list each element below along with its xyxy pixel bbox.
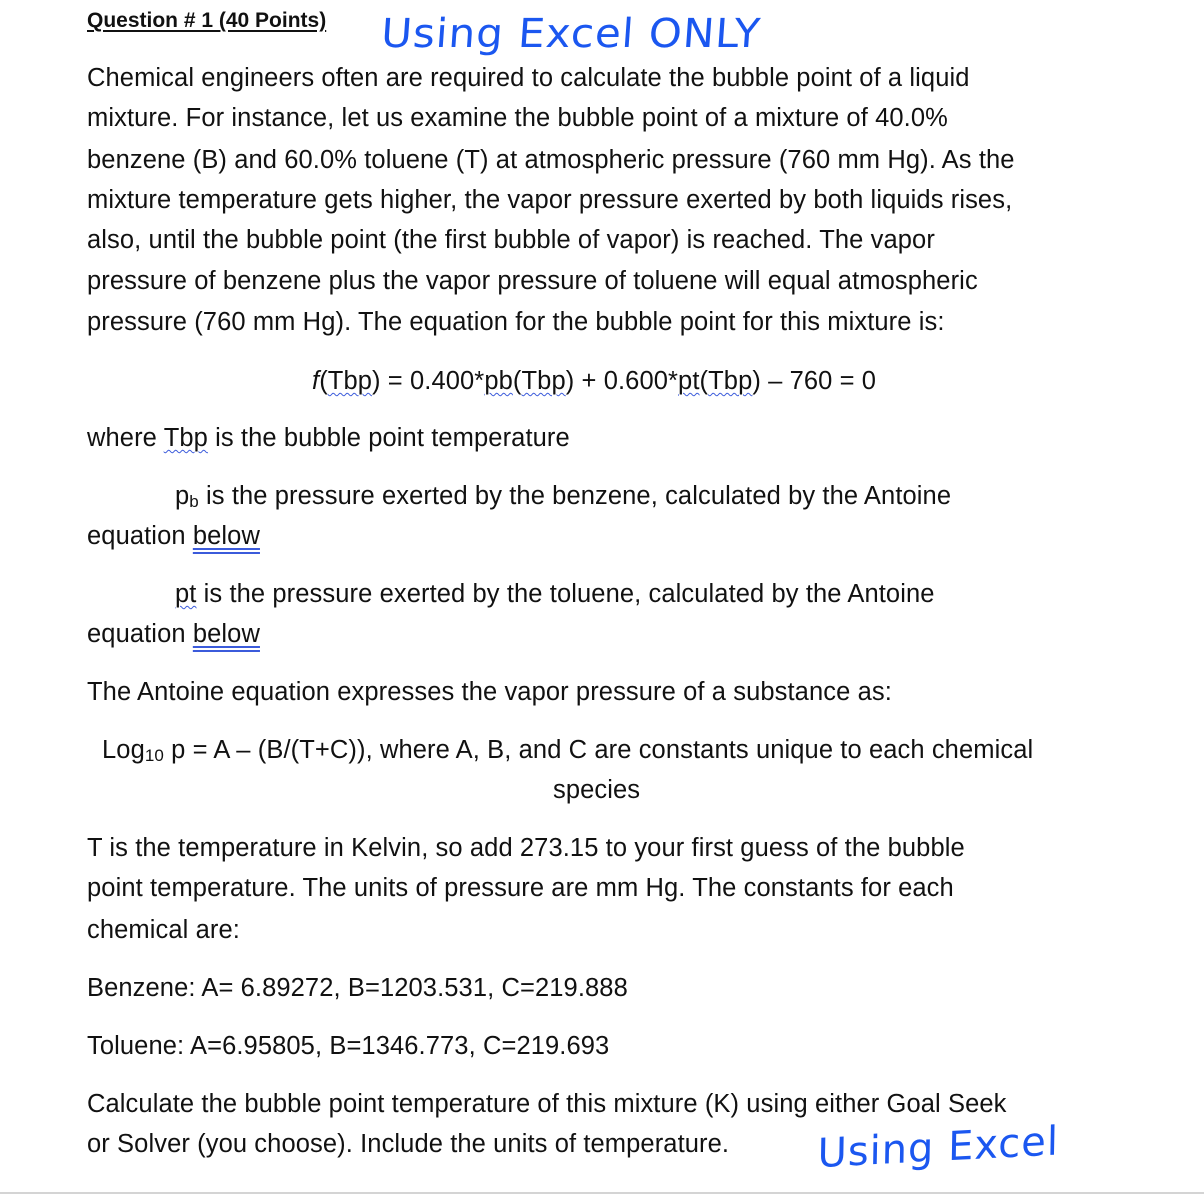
antoine-equation-continuation: species bbox=[553, 776, 641, 804]
question-title: Question # 1 (40 Points) bbox=[87, 9, 327, 32]
benzene-constants: Benzene: A= 6.89272, B=1203.531, C=219.888 bbox=[87, 974, 628, 1002]
temperature-line-3: chemical are: bbox=[87, 916, 240, 944]
handwritten-annotation-bottom: Using Excel bbox=[817, 1118, 1060, 1178]
intro-line-4: mixture temperature gets higher, the vapor pressure exerted by both liquids rises, bbox=[87, 186, 1013, 214]
intro-line-5: also, until the bubble point (the first bubble of vapor) is reached. The vapor bbox=[87, 226, 935, 254]
eq-tbp: Tbp bbox=[521, 367, 566, 395]
where-pt-line: pt is the pressure exerted by the toluene, calculated by the Antoine bbox=[175, 580, 935, 608]
eq-tbp: Tbp bbox=[708, 367, 753, 395]
eq-pt: pt bbox=[678, 367, 700, 395]
intro-line-6: pressure of benzene plus the vapor pressure of toluene will equal atmospheric bbox=[87, 267, 978, 295]
below-reference: below bbox=[192, 522, 260, 550]
where-pb-continuation: equation below bbox=[87, 522, 260, 550]
task-line-1: Calculate the bubble point temperature of this mixture (K) using either Goal Seek bbox=[87, 1090, 1007, 1118]
task-line-2: or Solver (you choose). Include the units of temperature. bbox=[87, 1130, 730, 1158]
eq-pb: pb bbox=[484, 367, 513, 395]
antoine-intro: The Antoine equation expresses the vapor pressure of a substance as: bbox=[87, 678, 892, 706]
toluene-constants: Toluene: A=6.95805, B=1346.773, C=219.693 bbox=[87, 1032, 610, 1060]
eq-tbp: Tbp bbox=[327, 367, 373, 395]
below-reference: below bbox=[192, 620, 260, 648]
temperature-line-1: T is the temperature in Kelvin, so add 273.15 to your first guess of the bubble bbox=[87, 834, 965, 862]
intro-line-2: mixture. For instance, let us examine the bubble point of a mixture of 40.0% bbox=[87, 104, 948, 132]
intro-line-3: benzene (B) and 60.0% toluene (T) at atmospheric pressure (760 mm Hg). As the bbox=[87, 146, 1015, 174]
where-pb-line: $p_b$ is the pressure exerted by the benzene, calculated by the Antoine bbox=[175, 482, 952, 511]
where-pt-continuation: equation below bbox=[87, 620, 260, 648]
where-tbp-line: where Tbp is the bubble point temperature bbox=[87, 424, 570, 452]
eq-function-name: f bbox=[312, 367, 320, 395]
temperature-line-2: point temperature. The units of pressure are mm Hg. The constants for each bbox=[87, 874, 954, 902]
pt-term: pt bbox=[175, 580, 197, 608]
antoine-equation: Log$_{10}$ p = A – (B/(T+C)), where A, B, and C are constants unique to each chemical bbox=[102, 736, 1034, 765]
intro-line-7: pressure (760 mm Hg). The equation for the bubble point for this mixture is: bbox=[87, 308, 945, 336]
handwritten-annotation-top: Using Excel ONLY bbox=[379, 10, 763, 57]
bubble-point-equation: f(Tbp) = 0.400*pb(Tbp) + 0.600*pt(Tbp) – 760 = 0 bbox=[312, 367, 877, 395]
intro-line-1: Chemical engineers often are required to calculate the bubble point of a liquid bbox=[87, 64, 970, 92]
page-bottom-divider bbox=[0, 1192, 1204, 1194]
tbp-term: Tbp bbox=[163, 424, 208, 452]
